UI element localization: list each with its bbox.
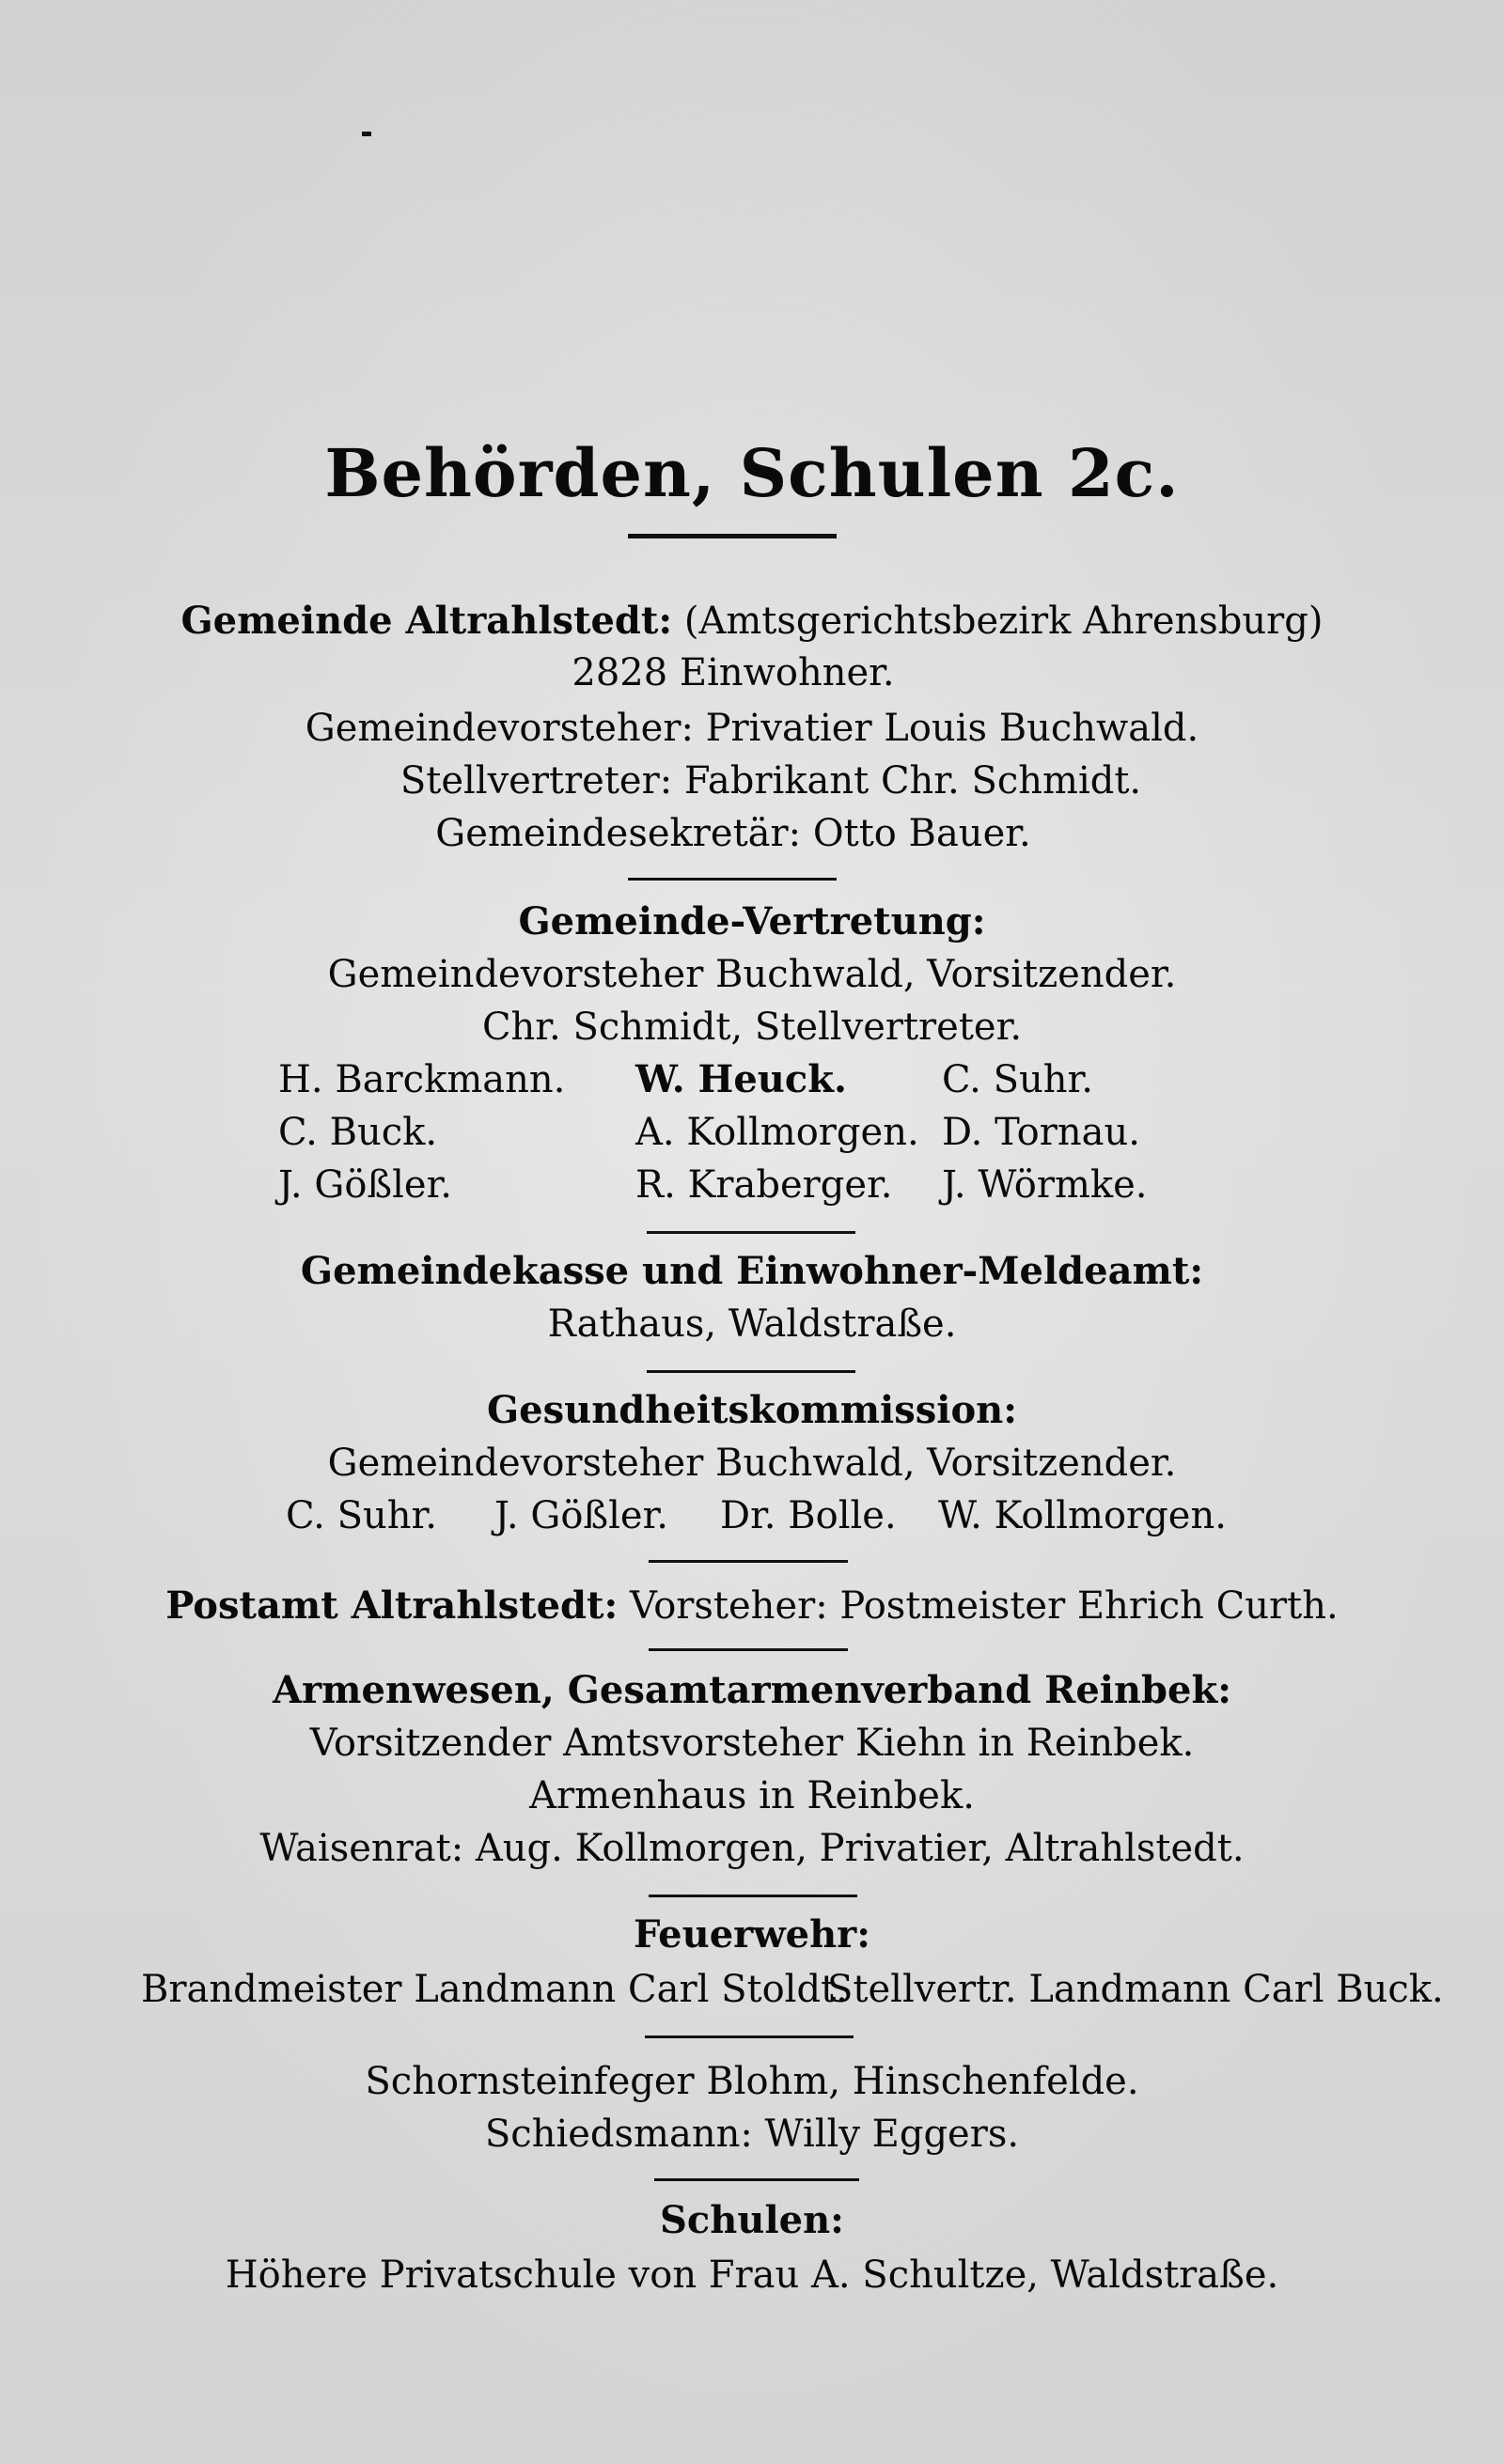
schiedsmann: Schiedsmann: Willy Eggers. <box>484 2113 1020 2156</box>
gesundheit-member: C. Suhr. <box>286 1494 437 1537</box>
schulen-privatschule: Höhere Privatschule von Frau A. Schultze, Waldstraße. <box>225 2253 1279 2297</box>
member-name: C. Suhr. <box>942 1058 1093 1101</box>
gesundheit-chair: Gemeindevorsteher Buchwald, Vorsitzender. <box>327 1442 1177 1485</box>
divider <box>647 1370 855 1373</box>
gemeinde-einwohner: 2828 Einwohner. <box>572 651 895 694</box>
member-name: J. Wörmke. <box>942 1163 1148 1207</box>
gemeinde-vorsteher: Gemeindevorsteher: Privatier Louis Buchwald. <box>305 707 1199 750</box>
divider <box>649 1648 848 1651</box>
gemeinde-heading-line <box>0 600 1504 643</box>
armen-chair: Vorsitzender Amtsvorsteher Kiehn in Reinbek. <box>309 1722 1195 1765</box>
member-name: J. Gößler. <box>278 1163 453 1207</box>
armen-haus: Armenhaus in Reinbek. <box>529 1774 975 1817</box>
vertretung-heading: Gemeinde-Vertretung: <box>518 899 986 943</box>
gemeinde-sekretaer: Gemeindesekretär: Otto Bauer. <box>435 812 1031 855</box>
feuerwehr-heading: Feuerwehr: <box>633 1912 871 1957</box>
schulen-heading: Schulen: <box>660 2198 844 2242</box>
vertretung-deputy: Chr. Schmidt, Stellvertreter. <box>481 1006 1023 1049</box>
bleed-through-texture <box>141 141 1363 169</box>
member-name: R. Kraberger. <box>635 1163 893 1207</box>
ink-speck <box>362 132 371 136</box>
gemeinde-heading: Gemeinde Altrahlstedt: <box>180 599 673 643</box>
postamt-heading: Postamt Altrahlstedt: <box>165 1583 619 1628</box>
divider <box>649 1560 848 1563</box>
armen-waisenrat: Waisenrat: Aug. Kollmorgen, Privatier, Altrahlstedt. <box>259 1827 1245 1870</box>
divider <box>647 1231 855 1234</box>
armen-heading: Armenwesen, Gesamtarmenverband Reinbek: <box>273 1668 1231 1712</box>
divider <box>628 878 837 881</box>
member-name: W. Heuck. <box>635 1057 847 1101</box>
member-name: C. Buck. <box>278 1111 438 1154</box>
schornsteinfeger: Schornsteinfeger Blohm, Hinschenfelde. <box>365 2060 1139 2103</box>
page-title: Behörden, Schulen 2c. <box>324 434 1180 512</box>
gemeinde-bezirk: (Amtsgerichtsbezirk Ahrensburg) <box>683 600 1324 643</box>
gesundheit-heading: Gesundheitskommission: <box>487 1388 1017 1432</box>
gemeinde-stellvertreter: Stellvertreter: Fabrikant Chr. Schmidt. <box>400 759 1142 803</box>
kasse-address: Rathaus, Waldstraße. <box>547 1302 957 1346</box>
divider <box>645 2035 854 2038</box>
divider <box>649 1895 857 1897</box>
feuerwehr-stellvertreter: Stellvertr. Landmann Carl Buck. <box>827 1968 1444 2011</box>
member-name: D. Tornau. <box>942 1111 1140 1154</box>
postamt-line <box>0 1584 1504 1628</box>
gesundheit-member: Dr. Bolle. <box>720 1494 897 1537</box>
title-rule <box>628 534 837 538</box>
feuerwehr-brandmeister: Brandmeister Landmann Carl Stoldt. <box>141 1968 848 2011</box>
postamt-text: Vorsteher: Postmeister Ehrich Curth. <box>629 1584 1339 1628</box>
gesundheit-member: J. Gößler. <box>494 1494 669 1537</box>
kasse-heading: Gemeindekasse und Einwohner-Meldeamt: <box>300 1249 1204 1293</box>
member-name: A. Kollmorgen. <box>635 1111 919 1154</box>
vertretung-chair: Gemeindevorsteher Buchwald, Vorsitzender. <box>327 953 1177 996</box>
member-name: H. Barckmann. <box>278 1058 566 1101</box>
gesundheit-member: W. Kollmorgen. <box>938 1494 1227 1537</box>
divider <box>654 2178 859 2181</box>
